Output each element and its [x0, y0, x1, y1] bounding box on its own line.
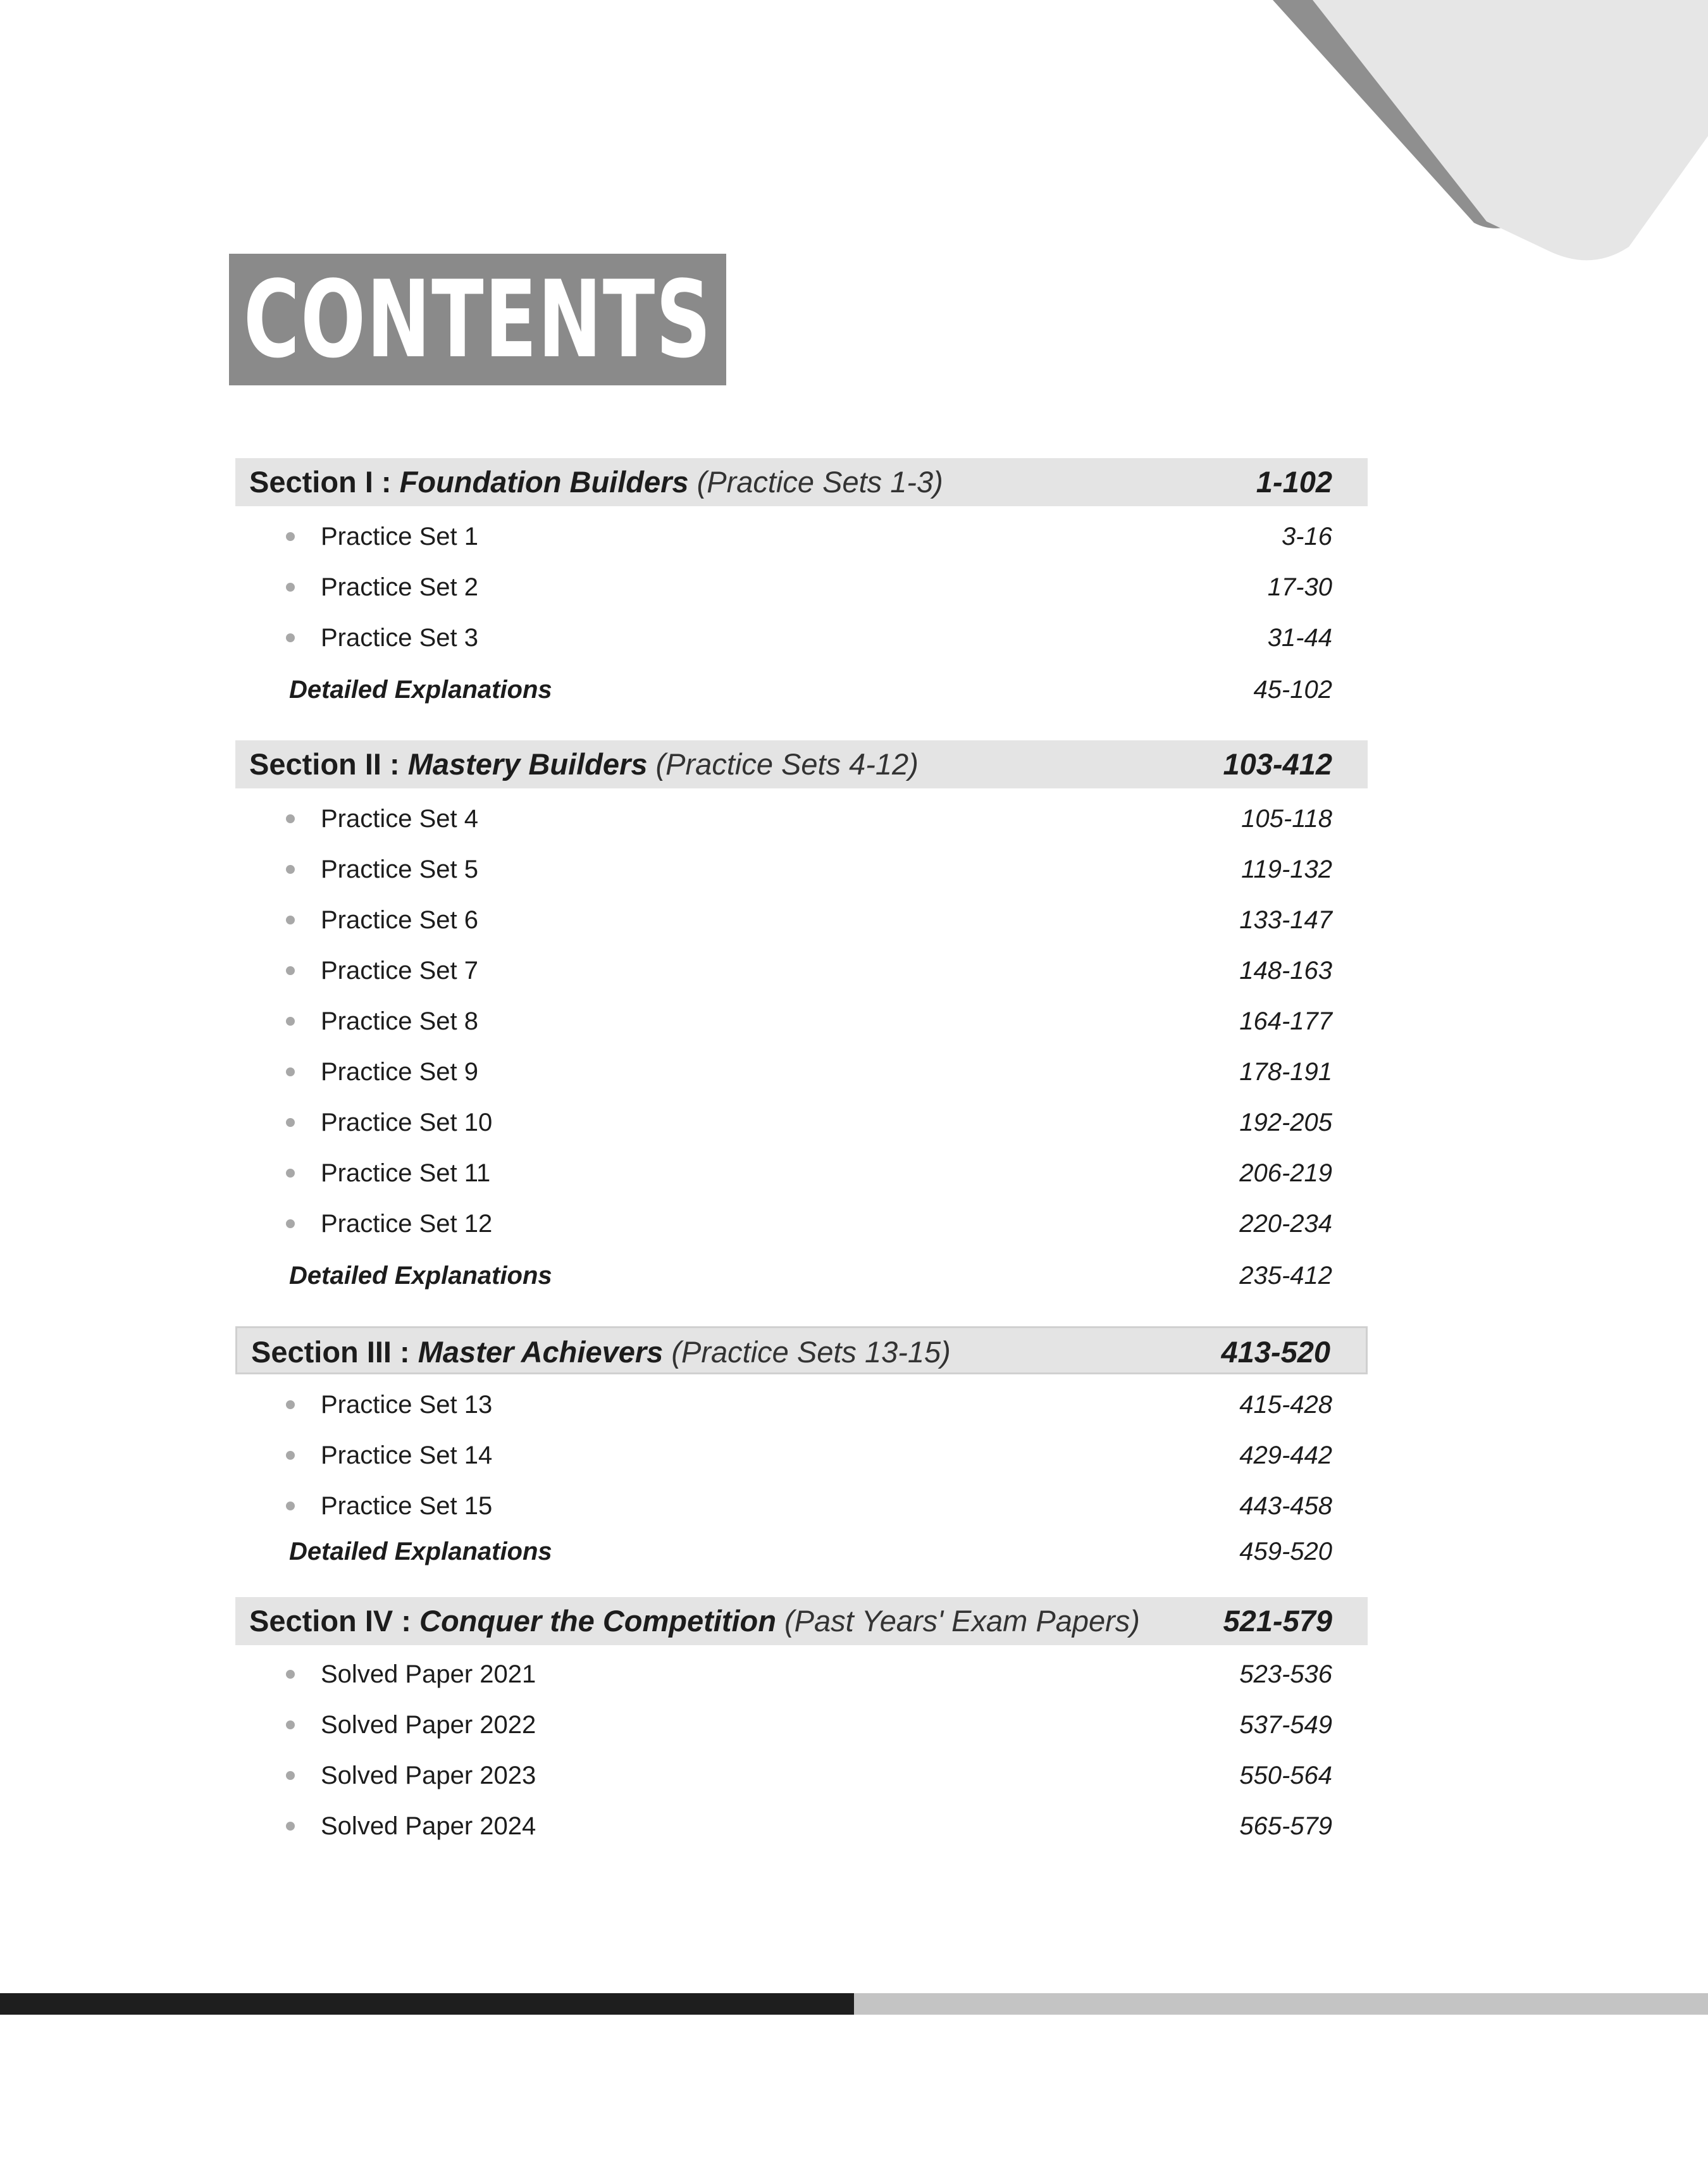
toc-entry[interactable]: [235, 901, 1368, 939]
bullet-icon: [286, 1067, 295, 1076]
entry-pages: 105-118: [1241, 805, 1332, 833]
bullet-icon: [286, 1822, 295, 1831]
toc-entry[interactable]: [235, 568, 1368, 606]
entry-label: Practice Set 6: [321, 906, 479, 934]
bullet-icon: [286, 1400, 295, 1409]
section-number: Section II :: [249, 747, 400, 781]
bullet-icon: [286, 633, 295, 642]
entry-label: Practice Set 14: [321, 1441, 493, 1469]
section-number: Section I :: [249, 465, 392, 499]
entry-pages: 119-132: [1241, 855, 1332, 883]
section-name: Mastery Builders: [407, 747, 648, 781]
entry-pages: 178-191: [1239, 1058, 1332, 1086]
toc-entry[interactable]: [235, 1436, 1368, 1474]
page-title: CONTENTS: [243, 258, 712, 382]
section-title: [249, 740, 919, 788]
section-subtitle: (Practice Sets 13-15): [671, 1335, 951, 1369]
toc-entry[interactable]: [235, 619, 1368, 657]
bullet-icon: [286, 583, 295, 592]
bullet-icon: [286, 1670, 295, 1679]
explanations-pages: 235-412: [1239, 1262, 1332, 1290]
entry-label: Practice Set 2: [321, 573, 479, 601]
section-subtitle: (Past Years' Exam Papers): [784, 1604, 1140, 1638]
section-pages: 103-412: [1223, 747, 1332, 781]
bullet-icon: [286, 1502, 295, 1510]
explanations-label: Detailed Explanations: [289, 676, 552, 704]
bullet-icon: [286, 916, 295, 924]
toc-entry[interactable]: [235, 850, 1368, 888]
toc-entry[interactable]: [235, 952, 1368, 990]
section-name: Foundation Builders: [399, 465, 689, 499]
toc-entry[interactable]: [235, 1386, 1368, 1424]
entry-label: Solved Paper 2023: [321, 1762, 536, 1789]
entry-pages: 206-219: [1239, 1159, 1332, 1187]
entry-label: Practice Set 3: [321, 624, 479, 652]
entry-pages: 192-205: [1239, 1109, 1332, 1136]
section-number: Section IV :: [249, 1604, 411, 1638]
entry-label: Practice Set 1: [321, 523, 479, 550]
contents-title-box: [229, 254, 726, 385]
entry-label: Practice Set 5: [321, 855, 479, 883]
toc-entry[interactable]: [235, 1757, 1368, 1794]
section-header-2[interactable]: [235, 740, 1368, 788]
bullet-icon: [286, 865, 295, 874]
bullet-icon: [286, 966, 295, 975]
entry-pages: 415-428: [1239, 1391, 1332, 1419]
entry-label: Practice Set 10: [321, 1109, 493, 1136]
section-pages: 1-102: [1256, 465, 1332, 499]
section-pages: 521-579: [1223, 1604, 1332, 1638]
footer-bar-dark: [0, 1993, 854, 2015]
toc-entry[interactable]: [235, 1706, 1368, 1744]
section-title: [249, 1597, 1140, 1645]
toc-entry[interactable]: [235, 518, 1368, 556]
entry-label: Practice Set 11: [321, 1159, 491, 1187]
section-number: Section III :: [251, 1335, 410, 1369]
bullet-icon: [286, 1720, 295, 1729]
entry-pages: 133-147: [1239, 906, 1332, 934]
entry-label: Solved Paper 2024: [321, 1812, 536, 1840]
explanations-label: Detailed Explanations: [289, 1538, 552, 1565]
entry-pages: 164-177: [1239, 1007, 1332, 1035]
section-title: [249, 458, 943, 506]
entry-pages: 565-579: [1239, 1812, 1332, 1840]
bullet-icon: [286, 1017, 295, 1026]
bullet-icon: [286, 1118, 295, 1127]
section-subtitle: (Practice Sets 4-12): [655, 747, 919, 781]
entry-pages: 523-536: [1239, 1660, 1332, 1688]
entry-label: Practice Set 8: [321, 1007, 479, 1035]
toc-explanations-entry[interactable]: [235, 1533, 1368, 1570]
entry-pages: 148-163: [1239, 957, 1332, 985]
bullet-icon: [286, 1169, 295, 1178]
bullet-icon: [286, 814, 295, 823]
explanations-pages: 45-102: [1253, 676, 1332, 704]
section-title: [251, 1328, 951, 1376]
toc-entry[interactable]: [235, 1002, 1368, 1040]
entry-label: Solved Paper 2022: [321, 1711, 536, 1739]
entry-pages: 17-30: [1267, 573, 1332, 601]
toc-entry[interactable]: [235, 800, 1368, 838]
toc-entry[interactable]: [235, 1053, 1368, 1091]
entry-label: Practice Set 7: [321, 957, 479, 985]
section-header-4[interactable]: [235, 1597, 1368, 1645]
section-pages: 413-520: [1221, 1335, 1330, 1369]
corner-light-panel: [1313, 0, 1708, 260]
entry-pages: 220-234: [1239, 1210, 1332, 1238]
entry-pages: 3-16: [1281, 523, 1332, 550]
entry-pages: 537-549: [1239, 1711, 1332, 1739]
entry-pages: 443-458: [1239, 1492, 1332, 1520]
entry-label: Practice Set 9: [321, 1058, 479, 1086]
entry-label: Solved Paper 2021: [321, 1660, 536, 1688]
toc-entry[interactable]: [235, 1487, 1368, 1525]
entry-pages: 550-564: [1239, 1762, 1332, 1789]
corner-decoration: [0, 0, 1708, 285]
toc-entry[interactable]: [235, 1655, 1368, 1693]
section-name: Conquer the Competition: [419, 1604, 776, 1638]
section-subtitle: (Practice Sets 1-3): [696, 465, 943, 499]
entry-pages: 31-44: [1267, 624, 1332, 652]
bullet-icon: [286, 1451, 295, 1460]
explanations-pages: 459-520: [1239, 1538, 1332, 1565]
section-header-1[interactable]: [235, 458, 1368, 506]
section-header-3[interactable]: [235, 1326, 1368, 1374]
toc-explanations-entry[interactable]: [235, 1257, 1368, 1295]
explanations-label: Detailed Explanations: [289, 1262, 552, 1290]
toc-entry[interactable]: [235, 1154, 1368, 1192]
bullet-icon: [286, 1771, 295, 1780]
bullet-icon: [286, 1219, 295, 1228]
footer-bar-light: [854, 1993, 1708, 2015]
section-name: Master Achievers: [418, 1335, 664, 1369]
toc-explanations-entry[interactable]: [235, 671, 1368, 709]
entry-label: Practice Set 12: [321, 1210, 493, 1238]
entry-label: Practice Set 13: [321, 1391, 493, 1419]
toc-entry[interactable]: [235, 1807, 1368, 1845]
entry-label: Practice Set 15: [321, 1492, 493, 1520]
toc-entry[interactable]: [235, 1104, 1368, 1141]
entry-label: Practice Set 4: [321, 805, 479, 833]
bullet-icon: [286, 532, 295, 541]
toc-entry[interactable]: [235, 1205, 1368, 1243]
entry-pages: 429-442: [1239, 1441, 1332, 1469]
